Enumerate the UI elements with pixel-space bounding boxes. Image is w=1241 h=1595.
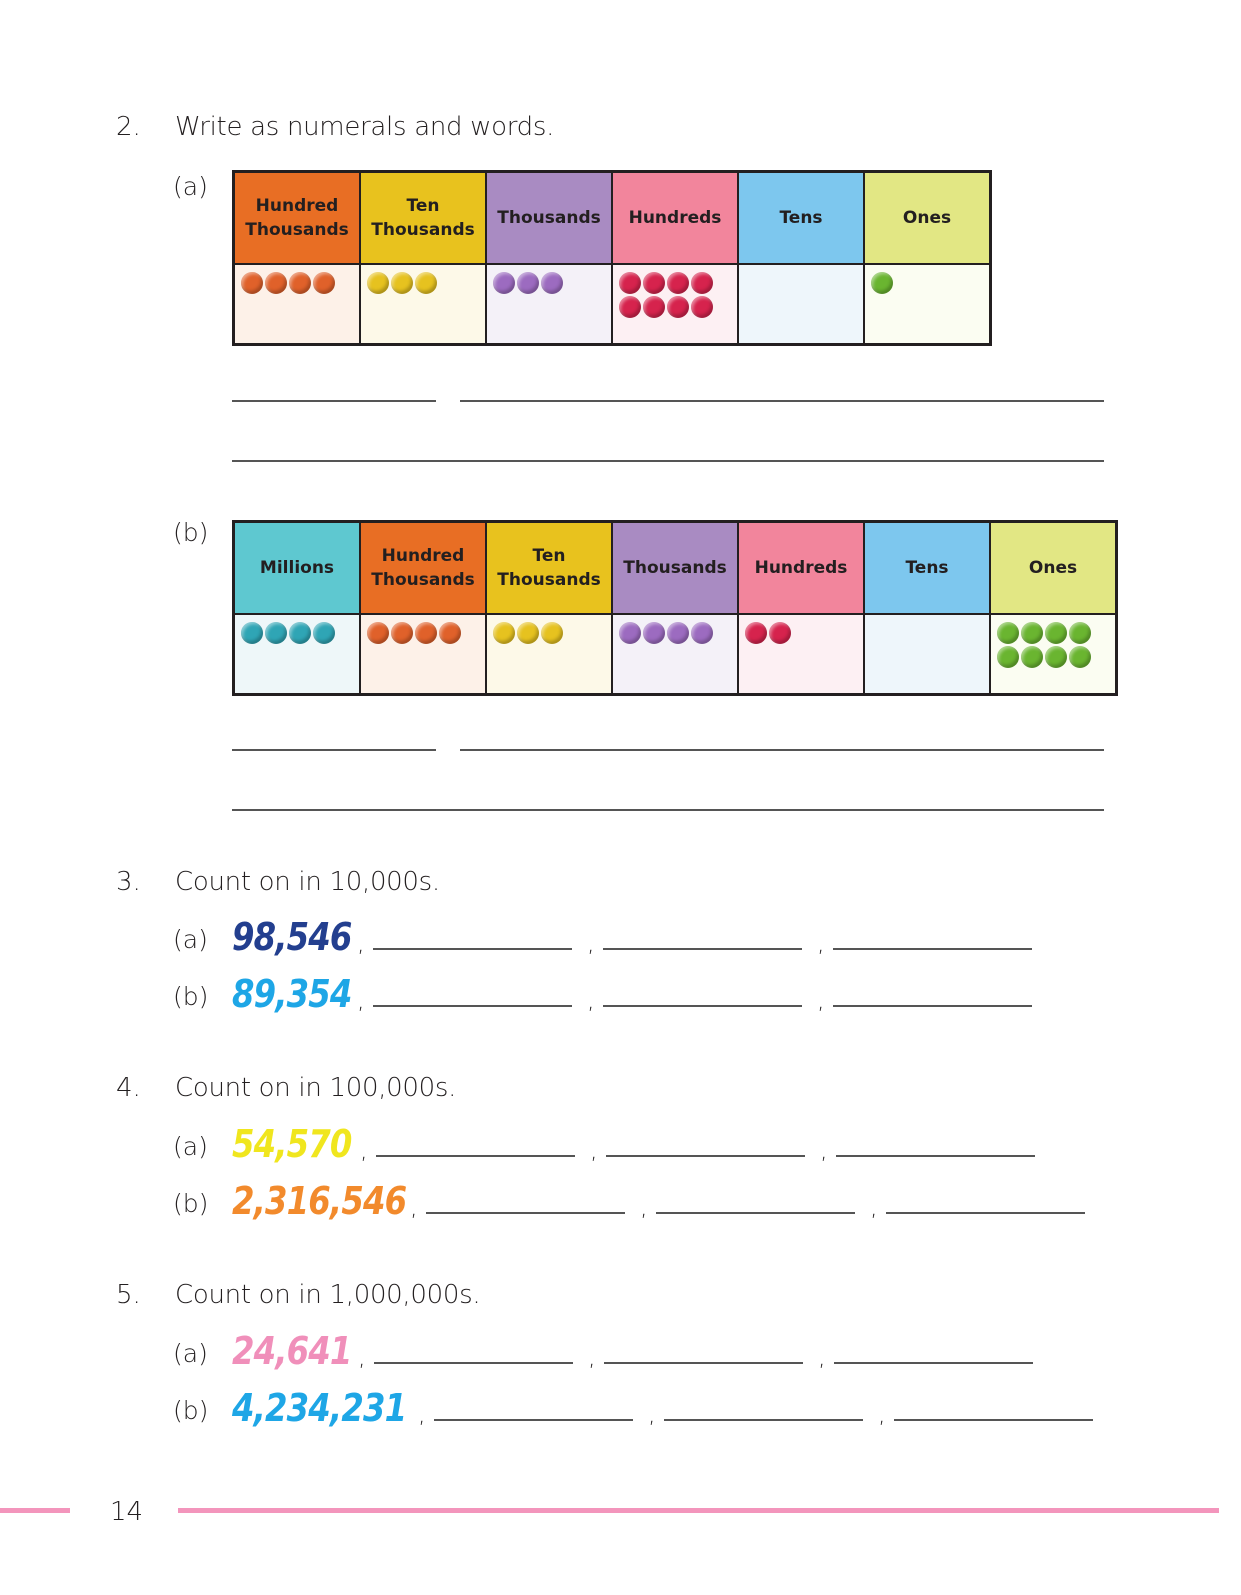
sequence-answer-line[interactable]	[434, 1419, 633, 1421]
starting-number: 89,354	[232, 972, 352, 1016]
bead-cell	[360, 614, 486, 695]
separator-comma: ,	[358, 1343, 366, 1371]
footer-divider-left	[0, 1508, 70, 1513]
column-header-label: Hundreds	[754, 558, 848, 578]
bead-icon	[415, 622, 437, 644]
chart-header-row	[234, 172, 991, 265]
bead-cell	[738, 264, 864, 345]
sequence-answer-line[interactable]	[426, 1212, 625, 1214]
bead-icon	[667, 296, 689, 318]
separator-comma: ,	[587, 929, 595, 957]
question-text: Write as numerals and words.	[175, 112, 555, 142]
separator-comma: ,	[590, 1136, 598, 1164]
bead-cell	[234, 614, 361, 695]
place-value-chart-b	[232, 520, 1118, 696]
bead-icon	[439, 622, 461, 644]
sequence-answer-line[interactable]	[606, 1155, 805, 1157]
question-number: 3.	[116, 867, 141, 897]
bead-cell	[612, 614, 738, 695]
chart-bead-row	[234, 614, 1117, 695]
bead-cell	[864, 264, 991, 345]
separator-comma: ,	[648, 1400, 656, 1428]
place-value-chart-a	[232, 170, 992, 346]
starting-number: 24,641	[232, 1329, 352, 1373]
numeral-answer-line[interactable]	[232, 749, 436, 751]
separator-comma: ,	[588, 1343, 596, 1371]
column-header	[360, 172, 486, 265]
bead-icon	[667, 622, 689, 644]
sequence-answer-line[interactable]	[603, 948, 802, 950]
separator-comma: ,	[360, 1136, 368, 1164]
column-header-label: Ones	[902, 208, 952, 228]
bead-icon	[691, 272, 713, 294]
bead-icon	[1045, 646, 1067, 668]
sequence-answer-line[interactable]	[604, 1362, 803, 1364]
bead-icon	[289, 272, 311, 294]
sequence-answer-line[interactable]	[373, 1005, 572, 1007]
bead-icon	[391, 272, 413, 294]
page-number: 14	[110, 1497, 144, 1527]
bead-icon	[367, 272, 389, 294]
bead-cell	[612, 264, 738, 345]
bead-icon	[241, 272, 263, 294]
bead-icon	[1069, 622, 1091, 644]
question-text: Count on in 100,000s.	[175, 1073, 457, 1103]
bead-icon	[691, 296, 713, 318]
part-label: (a)	[173, 925, 208, 954]
bead-icon	[997, 622, 1019, 644]
bead-icon	[643, 622, 665, 644]
column-header	[612, 172, 738, 265]
starting-number: 2,316,546	[232, 1179, 407, 1223]
part-label: (b)	[173, 1189, 209, 1218]
separator-comma: ,	[878, 1400, 886, 1428]
words-answer-line-2[interactable]	[232, 460, 1104, 462]
starting-number: 4,234,231	[232, 1386, 407, 1430]
column-header	[234, 522, 361, 615]
bead-icon	[691, 622, 713, 644]
bead-icon	[541, 272, 563, 294]
bead-cell	[486, 614, 612, 695]
column-header	[864, 522, 990, 615]
bead-icon	[241, 622, 263, 644]
column-header-label: Hundreds	[628, 208, 722, 228]
question-number: 4.	[116, 1073, 141, 1103]
starting-number: 54,570	[232, 1122, 352, 1166]
bead-icon	[1045, 622, 1067, 644]
part-label: (a)	[173, 1132, 208, 1161]
bead-icon	[1021, 646, 1043, 668]
separator-comma: ,	[357, 929, 365, 957]
bead-icon	[619, 622, 641, 644]
part-label: (b)	[173, 518, 209, 547]
separator-comma: ,	[817, 929, 825, 957]
part-label: (b)	[173, 1396, 209, 1425]
bead-icon	[493, 622, 515, 644]
column-header-label: Hundred Thousands	[245, 196, 349, 240]
bead-icon	[517, 272, 539, 294]
separator-comma: ,	[640, 1193, 648, 1221]
bead-icon	[1069, 646, 1091, 668]
separator-comma: ,	[357, 986, 365, 1014]
sequence-answer-line[interactable]	[656, 1212, 855, 1214]
column-header	[612, 522, 738, 615]
sequence-answer-line[interactable]	[894, 1419, 1093, 1421]
column-header-label: Ten Thousands	[371, 196, 475, 240]
bead-cell	[360, 264, 486, 345]
bead-icon	[619, 296, 641, 318]
bead-icon	[541, 622, 563, 644]
separator-comma: ,	[418, 1400, 426, 1428]
column-header-label: Tens	[779, 208, 823, 228]
sequence-answer-line[interactable]	[833, 948, 1032, 950]
separator-comma: ,	[587, 986, 595, 1014]
bead-icon	[265, 272, 287, 294]
words-answer-line-1[interactable]	[460, 400, 1104, 402]
column-header	[990, 522, 1117, 615]
column-header-label: Ten Thousands	[497, 546, 601, 590]
column-header-label: Ones	[1028, 558, 1078, 578]
bead-icon	[643, 296, 665, 318]
bead-icon	[997, 646, 1019, 668]
part-label: (a)	[173, 172, 208, 201]
words-answer-line-1[interactable]	[460, 749, 1104, 751]
bead-icon	[871, 272, 893, 294]
question-text: Count on in 1,000,000s.	[175, 1280, 481, 1310]
column-header-label: Thousands	[623, 558, 727, 578]
column-header	[360, 522, 486, 615]
separator-comma: ,	[817, 986, 825, 1014]
separator-comma: ,	[818, 1343, 826, 1371]
chart-header-row	[234, 522, 1117, 615]
column-header	[738, 522, 864, 615]
question-text: Count on in 10,000s.	[175, 867, 440, 897]
bead-icon	[619, 272, 641, 294]
part-label: (a)	[173, 1339, 208, 1368]
numeral-answer-line[interactable]	[232, 400, 436, 402]
bead-cell	[738, 614, 864, 695]
bead-cell	[486, 264, 612, 345]
bead-icon	[745, 622, 767, 644]
bead-icon	[493, 272, 515, 294]
footer-divider-right	[178, 1508, 1219, 1513]
column-header-label: Millions	[259, 558, 335, 578]
bead-icon	[289, 622, 311, 644]
column-header	[234, 172, 361, 265]
column-header-label: Thousands	[497, 208, 601, 228]
bead-cell	[234, 264, 361, 345]
bead-icon	[769, 622, 791, 644]
bead-icon	[265, 622, 287, 644]
bead-icon	[643, 272, 665, 294]
sequence-answer-line[interactable]	[834, 1362, 1033, 1364]
chart-bead-row	[234, 264, 991, 345]
bead-icon	[313, 622, 335, 644]
sequence-answer-line[interactable]	[664, 1419, 863, 1421]
sequence-answer-line[interactable]	[836, 1155, 1035, 1157]
column-header-label: Tens	[905, 558, 949, 578]
sequence-answer-line[interactable]	[374, 1362, 573, 1364]
words-answer-line-2[interactable]	[232, 809, 1104, 811]
bead-icon	[313, 272, 335, 294]
sequence-answer-line[interactable]	[886, 1212, 1085, 1214]
question-number: 5.	[116, 1280, 141, 1310]
bead-icon	[367, 622, 389, 644]
column-header	[486, 522, 612, 615]
column-header-label: Hundred Thousands	[371, 546, 475, 590]
separator-comma: ,	[820, 1136, 828, 1164]
sequence-answer-line[interactable]	[373, 948, 572, 950]
bead-cell	[990, 614, 1117, 695]
bead-icon	[391, 622, 413, 644]
sequence-answer-line[interactable]	[603, 1005, 802, 1007]
bead-icon	[517, 622, 539, 644]
bead-icon	[1021, 622, 1043, 644]
column-header	[864, 172, 991, 265]
starting-number: 98,546	[232, 915, 352, 959]
sequence-answer-line[interactable]	[833, 1005, 1032, 1007]
column-header	[486, 172, 612, 265]
bead-cell	[864, 614, 990, 695]
bead-icon	[415, 272, 437, 294]
separator-comma: ,	[410, 1193, 418, 1221]
question-number: 2.	[116, 112, 141, 142]
separator-comma: ,	[870, 1193, 878, 1221]
sequence-answer-line[interactable]	[376, 1155, 575, 1157]
column-header	[738, 172, 864, 265]
bead-icon	[667, 272, 689, 294]
part-label: (b)	[173, 982, 209, 1011]
